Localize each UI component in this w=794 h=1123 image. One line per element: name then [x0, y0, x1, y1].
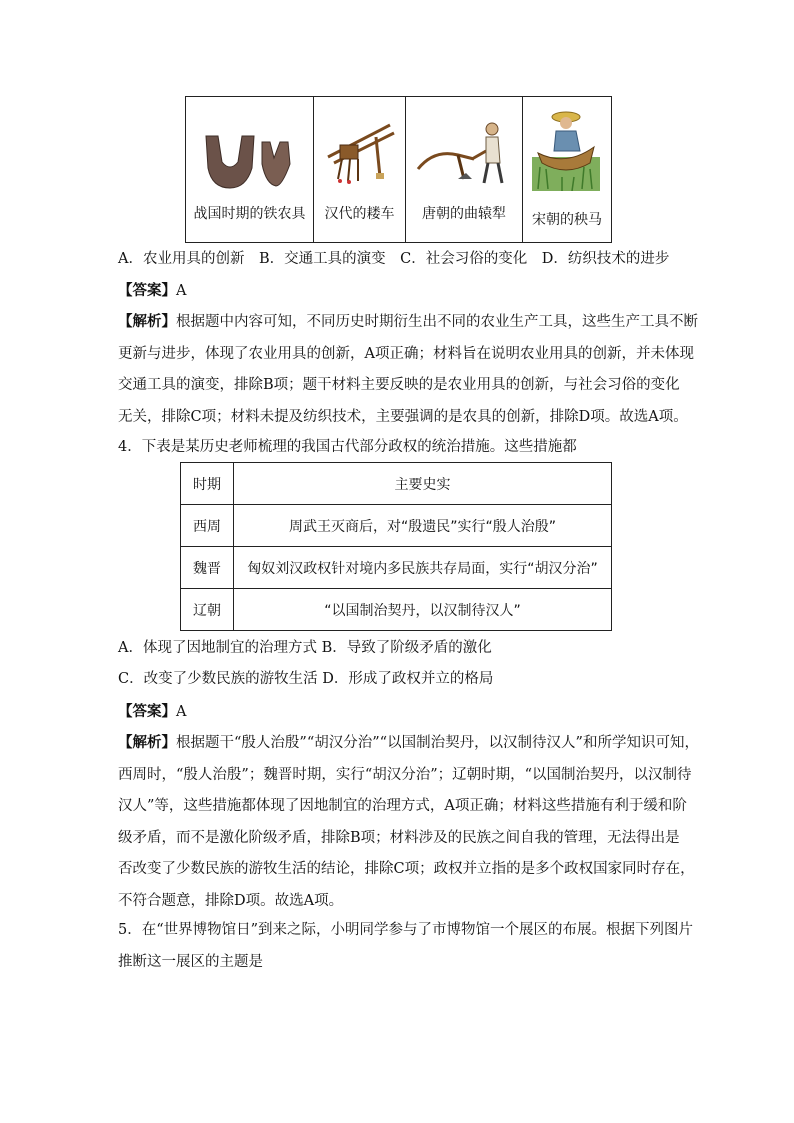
analysis-line: 不符合题意，排除D项。故选A项。	[118, 892, 344, 909]
analysis-line: 汉人”等，这些措施都体现了因地制宜的治理方式，A项正确；材料这些措施有利于缓和阶	[118, 798, 687, 814]
caption-rice-horse: 宋朝的秧马	[532, 212, 602, 228]
analysis-line: 否改变了少数民族的游牧生活的结论，排除C项；政权并立指的是多个政权国家同时存在，	[118, 861, 695, 877]
analysis-line: 西周时，“殷人治殷”；魏晋时期，实行“胡汉分治”；辽朝时期，“以国制治契丹，以汉制待	[118, 766, 692, 783]
image-cell-seed-drill	[314, 97, 406, 243]
table-cell-fact: 匈奴刘汉政权针对境内多民族共存局面，实行“胡汉分治”	[234, 547, 612, 589]
curved-plough-icon	[414, 119, 514, 189]
answer-value: A	[176, 283, 187, 299]
q3-options: A．农业用具的创新 B．交通工具的演变 C．社会习俗的变化 D．纺织技术的进步	[118, 251, 670, 267]
artifact-image-table	[185, 96, 612, 243]
stem-line: 推断这一展区的主题是	[118, 953, 263, 970]
caption-seed-drill: 汉代的耧车	[324, 206, 395, 222]
table-row	[181, 505, 612, 547]
image-cell-rice-horse	[523, 97, 612, 243]
analysis-tag: 【解析】	[118, 734, 176, 751]
table-row	[181, 589, 612, 631]
answer-tag: 【答案】	[118, 703, 176, 720]
iron-tools-icon	[200, 132, 300, 192]
measures-table	[180, 462, 612, 631]
image-cell-curved-plough	[406, 97, 523, 243]
q3-analysis	[118, 306, 698, 433]
table-cell-fact: “以国制治契丹，以汉制待汉人”	[234, 589, 612, 631]
caption-curved-plough: 唐朝的曲辕犁	[422, 206, 506, 222]
table-header-row	[181, 463, 612, 505]
analysis-line: 级矛盾，而不是激化阶级矛盾，排除B项；材料涉及的民族之间自我的管理，无法得出是	[118, 829, 680, 846]
q5-stem	[118, 915, 694, 978]
rice-seedling-horse-icon	[532, 107, 600, 191]
analysis-line: 根据题干“殷人治殷”“胡汉分治”“以国制治契丹，以汉制待汉人”和所学知识可知，	[176, 735, 699, 751]
answer-value: A	[176, 704, 187, 720]
stem-line: 5．在“世界博物馆日”到来之际，小明同学参与了市博物馆一个展区的布展。根据下列图片	[118, 922, 694, 938]
seed-drill-icon	[320, 117, 400, 187]
table-row	[181, 547, 612, 589]
table-cell-period: 辽朝	[181, 589, 234, 631]
table-header: 时期	[181, 463, 234, 505]
analysis-line: 无关，排除C项；材料未提及纺织技术，主要强调的是农具的创新，排除D项。故选A项。	[118, 408, 688, 425]
q3-answer	[118, 281, 186, 301]
table-header: 主要史实	[234, 463, 612, 505]
table-cell-period: 魏晋	[181, 547, 234, 589]
table-cell-fact: 周武王灭商后，对“殷遗民”实行“殷人治殷”	[234, 505, 612, 547]
analysis-line: 根据题中内容可知，不同历史时期衍生出不同的农业生产工具，这些生产工具不断	[176, 314, 698, 330]
table-cell-period: 西周	[181, 505, 234, 547]
image-cell-iron-tools	[186, 97, 314, 243]
analysis-line: 更新与进步，体现了农业用具的创新，A项正确；材料旨在说明农业用具的创新，并未体现	[118, 345, 694, 362]
q4-stem: 4．下表是某历史老师梳理的我国古代部分政权的统治措施。这些措施都	[118, 439, 577, 455]
q4-analysis	[118, 727, 699, 917]
analysis-tag: 【解析】	[118, 313, 176, 330]
analysis-line: 交通工具的演变，排除B项；题干材料主要反映的是农业用具的创新，与社会习俗的变化	[118, 377, 680, 393]
caption-iron-tools: 战国时期的铁农具	[193, 206, 306, 222]
q4-answer	[118, 702, 186, 722]
q4-option-cd: C．改变了少数民族的游牧生活 D．形成了政权并立的格局	[118, 671, 494, 687]
q4-option-ab: A．体现了因地制宜的治理方式 B．导致了阶级矛盾的激化	[118, 640, 492, 656]
answer-tag: 【答案】	[118, 282, 176, 299]
